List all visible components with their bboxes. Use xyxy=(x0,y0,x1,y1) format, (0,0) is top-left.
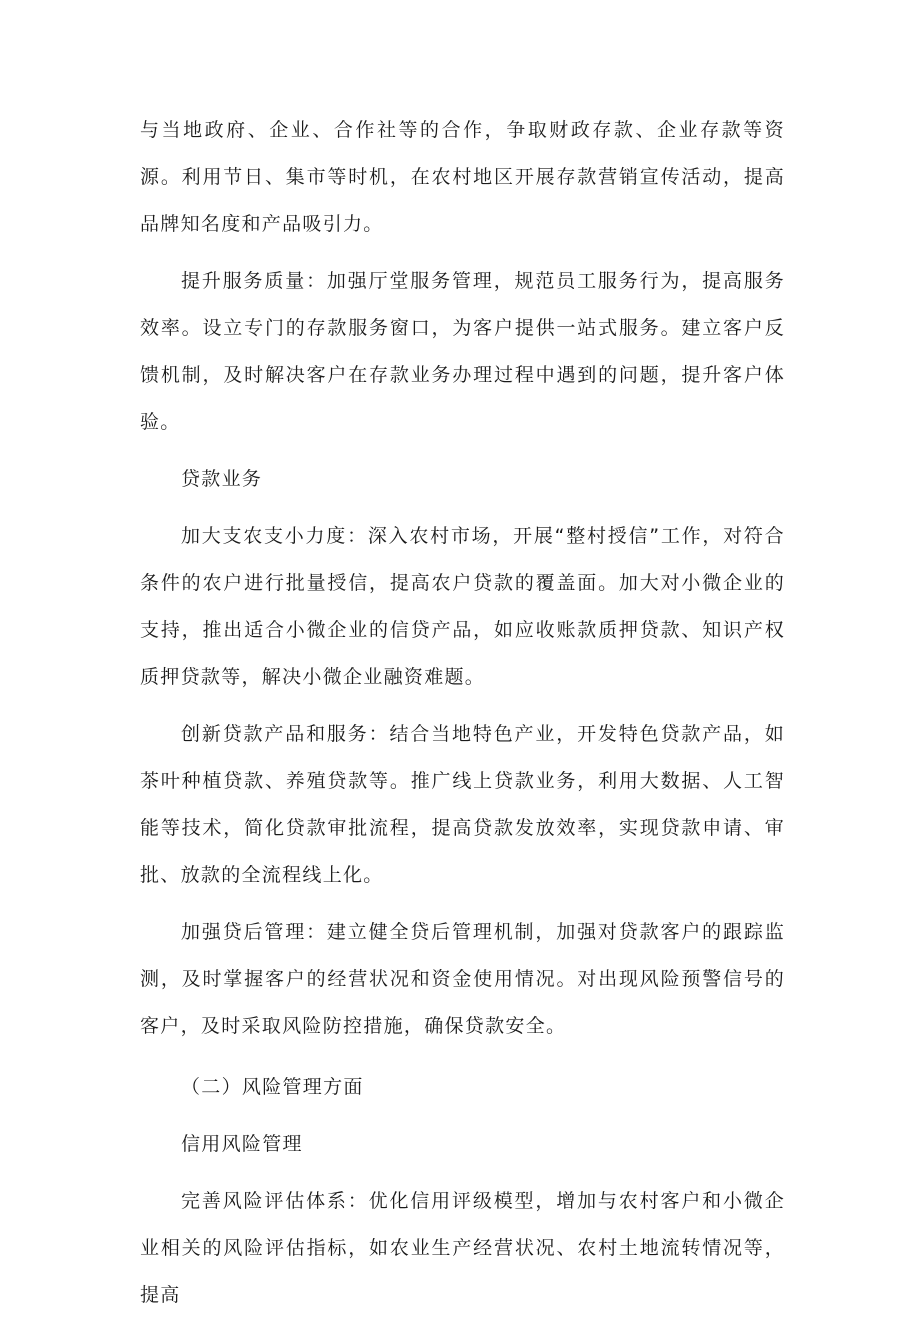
paragraph-gap xyxy=(140,701,785,711)
paragraph-post-loan-management: 加强贷后管理：建立健全贷后管理机制，加强对贷款客户的跟踪监测，及时掌握客户的经营状况和资金使用情况。对出现风险预警信号的客户，及时采取风险防控措施，确保贷款安全。 xyxy=(140,921,785,1037)
document-body xyxy=(140,107,785,1319)
paragraph-gap xyxy=(140,899,785,909)
paragraph-gap xyxy=(140,503,785,513)
paragraph-loan-innovation: 创新贷款产品和服务：结合当地特色产业，开发特色贷款产品，如茶叶种植贷款、养殖贷款等。推广线上贷款业务，利用大数据、人工智能等技术，简化贷款审批流程，提高贷款发放效率，实现贷款申请、审批、放款的全流程线上化。 xyxy=(140,723,785,886)
paragraph-agri-support: 加大支农支小力度：深入农村市场，开展“整村授信”工作，对符合条件的农户进行批量授信，提高农户贷款的覆盖面。加大对小微企业的支持，推出适合小微企业的信贷产品，如应收账款质押贷款、知识产权质押贷款等，解决小微企业融资难题。 xyxy=(140,525,785,688)
section-heading-loan-business: 贷款业务 xyxy=(181,468,263,490)
paragraph-gap xyxy=(140,248,785,258)
paragraph-gap xyxy=(140,1111,785,1121)
section-heading-risk-management: （二）风险管理方面 xyxy=(181,1076,364,1098)
paragraph-gap xyxy=(140,446,785,456)
paragraph-deposit-cooperation: 与当地政府、企业、合作社等的合作，争取财政存款、企业存款等资源。利用节日、集市等时机，在农村地区开展存款营销宣传活动，提高品牌知名度和产品吸引力。 xyxy=(140,119,785,235)
paragraph-gap xyxy=(140,1168,785,1178)
section-heading-credit-risk: 信用风险管理 xyxy=(181,1133,303,1155)
paragraph-risk-assessment: 完善风险评估体系：优化信用评级模型，增加与农村客户和小微企业相关的风险评估指标，如农业生产经营状况、农村土地流转情况等，提高 xyxy=(140,1190,785,1306)
paragraph-service-quality: 提升服务质量：加强厅堂服务管理，规范员工服务行为，提高服务效率。设立专门的存款服务窗口，为客户提供一站式服务。建立客户反馈机制，及时解决客户在存款业务办理过程中遇到的问题，提升客户体验。 xyxy=(140,270,785,433)
